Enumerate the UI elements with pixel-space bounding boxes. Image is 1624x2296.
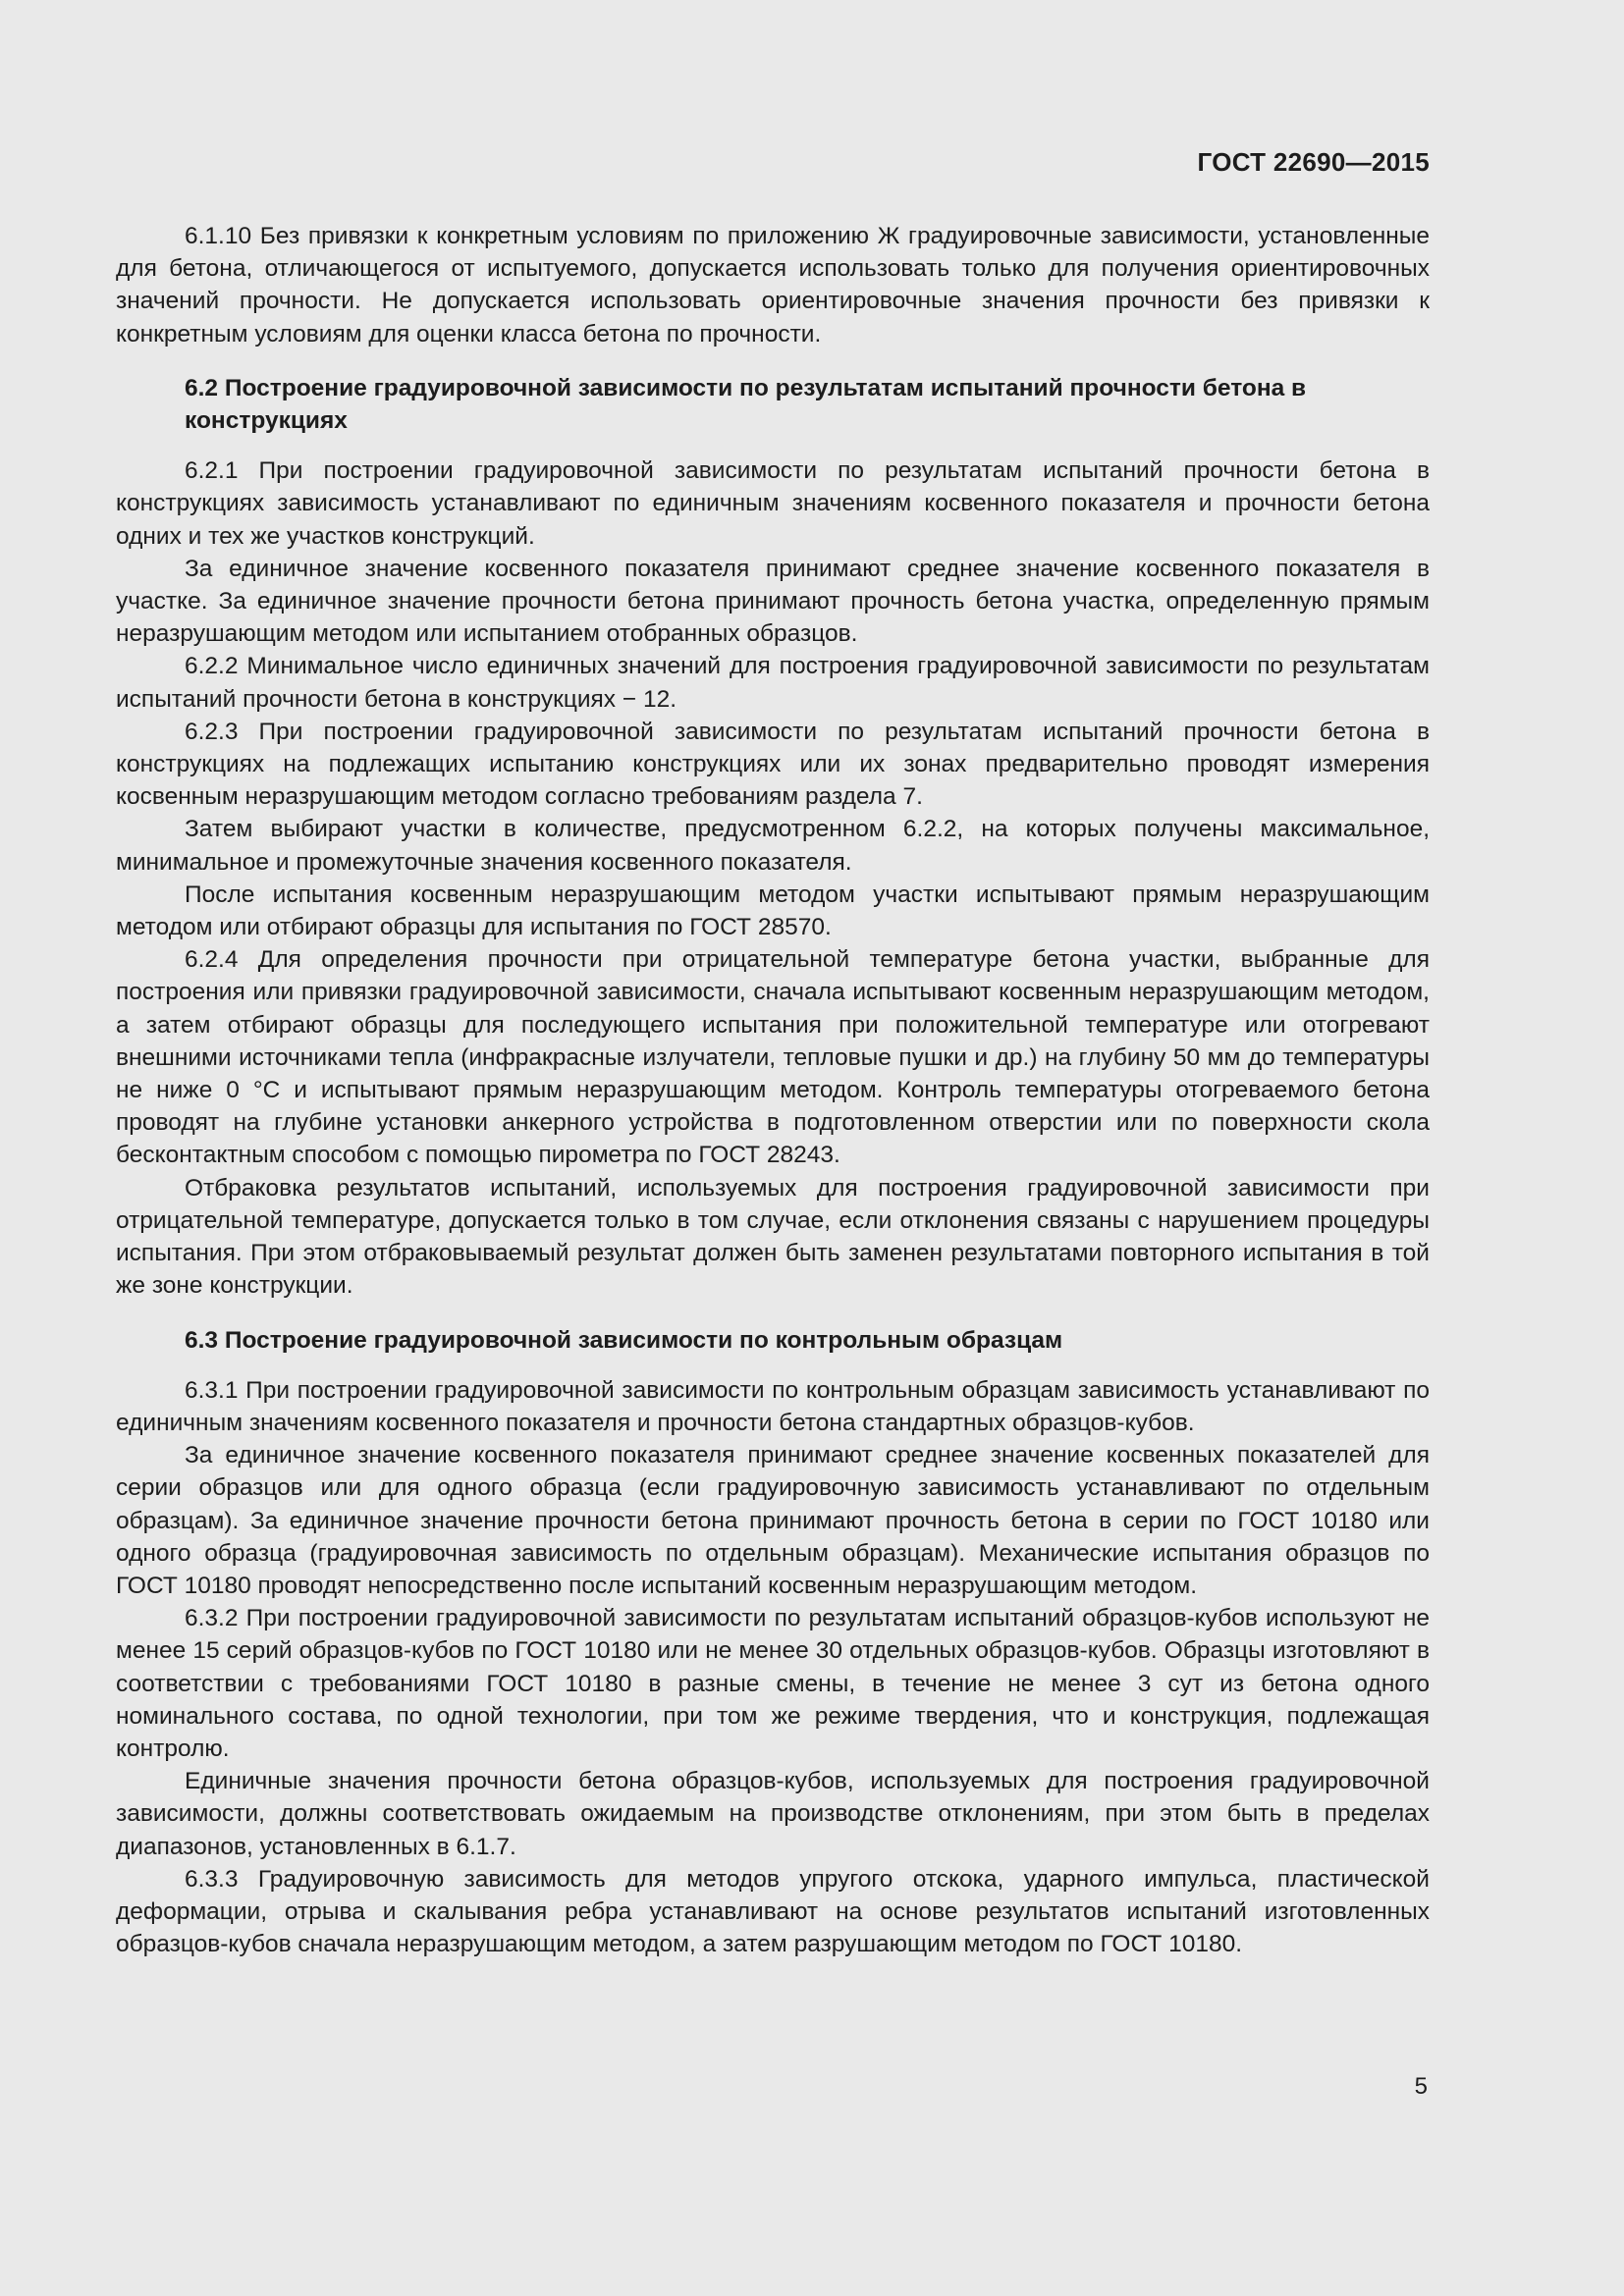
paragraph-6-2-1-continued: За единичное значение косвенного показателя принимают среднее значение косвенного показателя в участке. За единичное значение прочности бетона принимают прочность бетона участка, определенную прямым неразрушающим методом или испытанием отобранных образцов. — [116, 555, 1430, 648]
paragraph-6-3-3: 6.3.3 Градуировочную зависимость для методов упругого отскока, ударного импульса, пластической деформации, отрыва и скалывания ребра устанавливают на основе результатов испытаний изготовленных образцов-кубов сначала неразрушающим методом, а затем разрушающим методом по ГОСТ 10180. — [116, 1865, 1430, 1958]
section-heading-6-3: 6.3 Построение градуировочной зависимости по контрольным образцам — [185, 1326, 1063, 1354]
paragraph-6-2-2: 6.2.2 Минимальное число единичных значений для построения градуировочной зависимости по результатам испытаний прочности бетона в конструкциях − 12. — [116, 653, 1430, 713]
section-heading-6-2: 6.2 Построение градуировочной зависимости по результатам испытаний прочности бетона в конструкциях — [185, 374, 1307, 435]
document-body — [116, 220, 1430, 1960]
page-number: 5 — [1414, 2073, 1428, 2100]
paragraph-6-2-4: 6.2.4 Для определения прочности при отрицательной температуре бетона участки, выбранные для построения или привязки градуировочной зависимости, сначала испытывают косвенным неразрушающим методом, а затем отбирают образцы для последующего испытания при положительной температуре или отогревают внешними источниками тепла (инфракрасные излучатели, тепловые пушки и др.) на глубину 50 мм до температуры не ниже 0 °С и испытывают прямым неразрушающим методом. Контроль температуры отогреваемого бетона проводят на глубине установки анкерного устройства в подготовленном отверстии или по поверхности скола бесконтактным способом с помощью пирометра по ГОСТ 28243. — [116, 946, 1430, 1169]
paragraph-6-3-1-continued: За единичное значение косвенного показателя принимают среднее значение косвенных показателей для серии образцов или для одного образца (если градуировочную зависимость устанавливают по отдельным образцам). За единичное значение прочности бетона принимают прочность бетона в серии по ГОСТ 10180 или одного образца (градуировочная зависимость по отдельным образцам). Механические испытания образцов по ГОСТ 10180 проводят непосредственно после испытаний косвенным неразрушающим методом. — [116, 1442, 1430, 1599]
paragraph-6-2-3-final: После испытания косвенным неразрушающим методом участки испытывают прямым неразрушающим методом или отбирают образцы для испытания по ГОСТ 28570. — [116, 881, 1430, 941]
paragraph-6-2-4-continued: Отбраковка результатов испытаний, используемых для построения градуировочной зависимости при отрицательной температуре, допускается только в том случае, если отклонения связаны с нарушением процедуры испытания. При этом отбраковываемый результат должен быть заменен результатами повторного испытания в той же зоне конструкции. — [116, 1174, 1430, 1300]
paragraph-6-1-10: 6.1.10 Без привязки к конкретным условиям по приложению Ж градуировочные зависимости, установленные для бетона, отличающегося от испытуемого, допускается использовать только для получения ориентировочных значений прочности. Не допускается использовать ориентировочные значения прочности без привязки к конкретным условиям для оценки класса бетона по прочности. — [116, 223, 1430, 347]
paragraph-6-2-1: 6.2.1 При построении градуировочной зависимости по результатам испытаний прочности бетона в конструкциях зависимость устанавливают по единичным значениям косвенного показателя и прочности бетона одних и тех же участков конструкций. — [116, 457, 1430, 550]
paragraph-6-2-3-continued: Затем выбирают участки в количестве, предусмотренном 6.2.2, на которых получены максимальное, минимальное и промежуточные значения косвенного показателя. — [116, 816, 1430, 876]
paragraph-6-3-2: 6.3.2 При построении градуировочной зависимости по результатам испытаний образцов-кубов используют не менее 15 серий образцов-кубов по ГОСТ 10180 или не менее 30 отдельных образцов-кубов. Образцы изготовляют в соответствии с требованиями ГОСТ 10180 в разные смены, в течение не менее 3 сут из бетона одного номинального состава, по одной технологии, при том же режиме твердения, что и конструкция, подлежащая контролю. — [116, 1605, 1430, 1762]
paragraph-6-2-3: 6.2.3 При построении градуировочной зависимости по результатам испытаний прочности бетона в конструкциях на подлежащих испытанию конструкциях или их зонах предварительно проводят измерения косвенным неразрушающим методом согласно требованиям раздела 7. — [116, 718, 1430, 811]
paragraph-6-3-2-continued: Единичные значения прочности бетона образцов-кубов, используемых для построения градуировочной зависимости, должны соответствовать ожидаемым на производстве отклонениям, при этом быть в пределах диапазонов, установленных в 6.1.7. — [116, 1768, 1430, 1860]
document-id-header: ГОСТ 22690—2015 — [1197, 147, 1430, 177]
paragraph-6-3-1: 6.3.1 При построении градуировочной зависимости по контрольным образцам зависимость устанавливают по единичным значениям косвенного показателя и прочности бетона стандартных образцов-кубов. — [116, 1376, 1430, 1436]
